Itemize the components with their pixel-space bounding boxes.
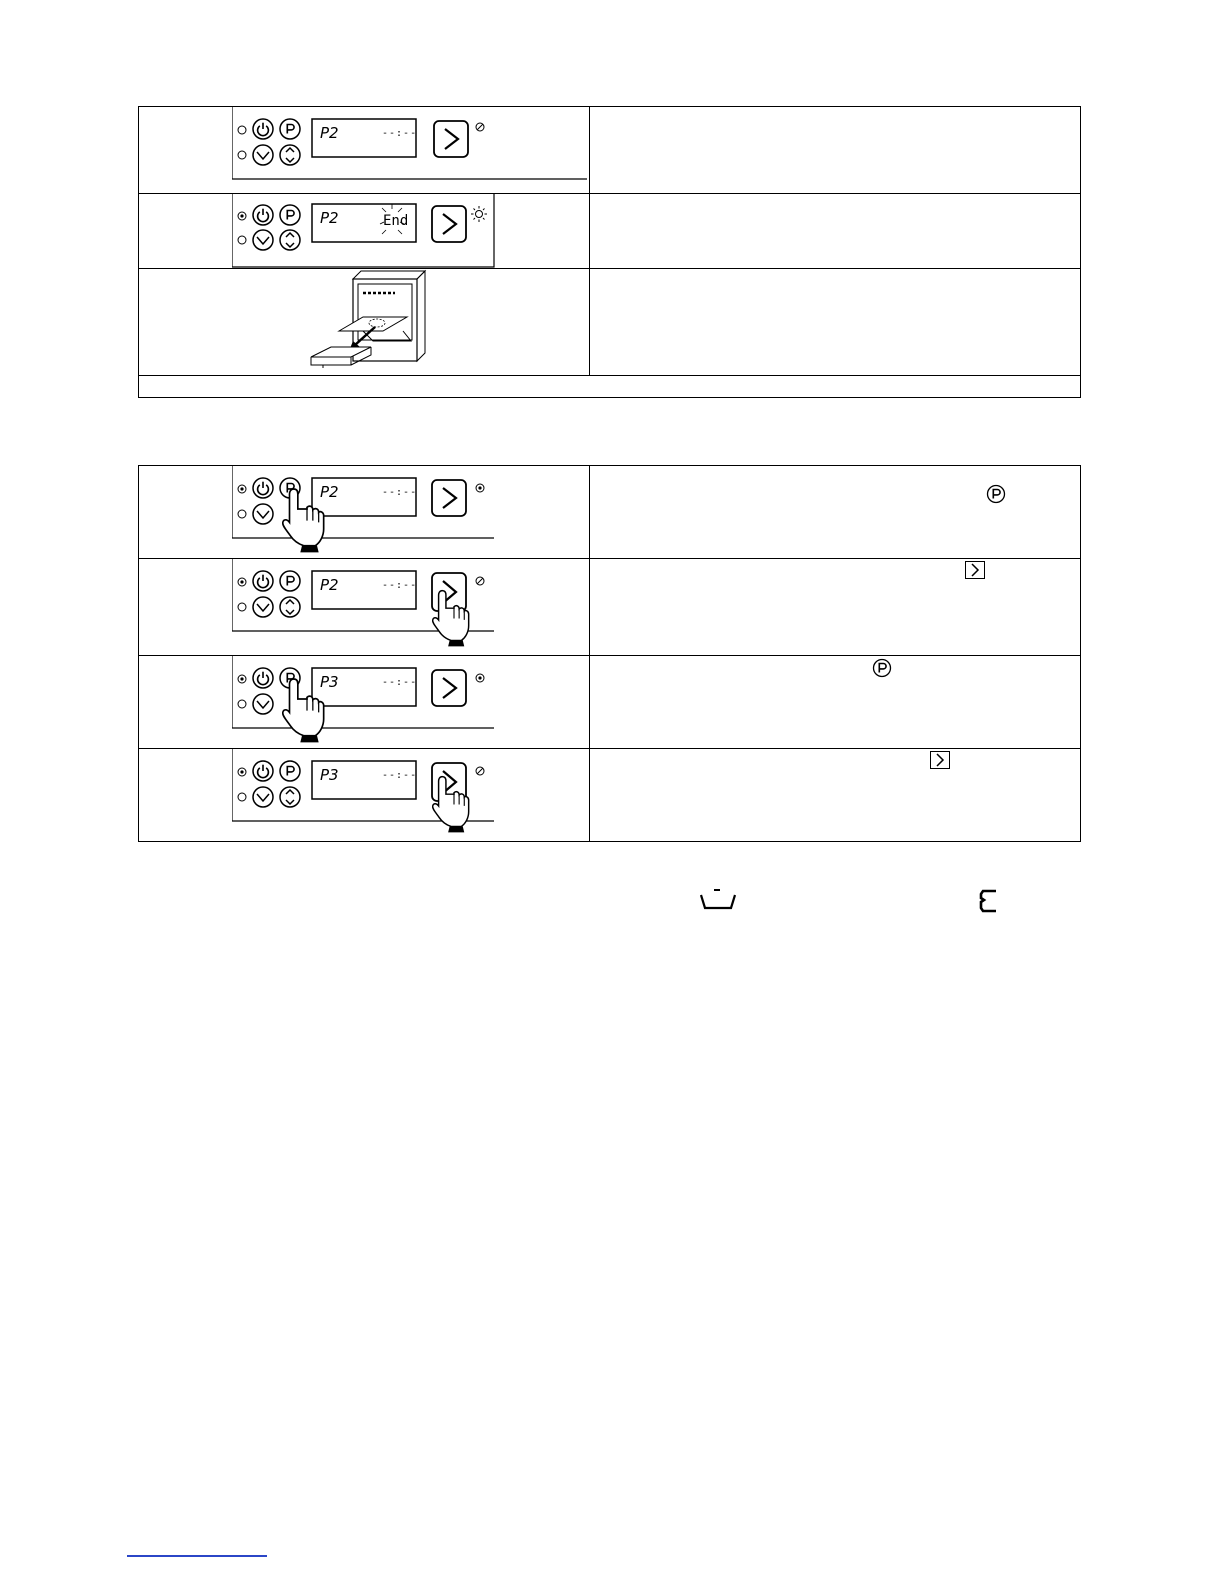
display-time: --:-- [382,677,418,688]
panel-image-cell [139,749,590,842]
power-icon [258,765,269,778]
control-panel-illustration [232,656,587,748]
table-row [139,749,1081,842]
panel-image-cell [139,466,590,559]
table-row [139,107,1081,194]
panel-image-cell [139,107,590,194]
description-cell [590,107,1081,194]
instruction-table-2 [138,465,1081,842]
drain-icon [253,694,273,714]
description-cell [590,656,1081,749]
panel-image-cell [139,656,590,749]
display-time: --:-- [382,770,418,781]
display-time: --:-- [382,128,418,139]
control-panel-illustration [232,194,587,268]
display-end-text: End [383,213,409,229]
program-icon [287,767,294,776]
display-program: P3 [320,766,339,784]
indicator-lamp-icon [238,603,246,611]
program-icon [287,577,294,586]
panel-image-cell [139,559,590,656]
drain-icon [253,504,273,524]
indicator-lamp-icon [238,151,246,159]
program-button-icon [986,484,1006,504]
power-icon [258,209,269,222]
table-row [139,376,1081,398]
description-cell [590,559,1081,656]
power-icon [258,672,269,685]
program-icon [287,211,294,220]
display-time: --:-- [382,487,418,498]
hand-pointer-icon [283,489,324,552]
panel-image-cell [139,194,590,269]
hand-pointer-icon [433,777,469,833]
table-row [139,269,1081,376]
drain-icon [253,787,273,807]
indicator-lamp-icon [238,700,246,708]
chevron-right-icon [443,214,456,234]
power-icon [258,482,269,495]
start-lamp-lit-icon [471,206,487,222]
indicator-lamp-icon [238,236,246,244]
chevron-right-icon [443,488,456,508]
table-row [139,559,1081,656]
indicator-lamp-icon [238,510,246,518]
start-button-icon [930,751,950,769]
chevron-right-icon [443,678,456,698]
table-row [139,466,1081,559]
dishwasher-illustration [303,269,463,375]
power-icon [258,575,269,588]
program-button-icon [872,658,892,678]
display-time: --:-- [382,580,418,591]
table-row [139,656,1081,749]
display-program: P3 [320,673,339,691]
start-button [432,206,466,242]
display-program: P2 [320,483,339,501]
power-icon [258,123,269,136]
footer-link-underline[interactable] [127,1555,267,1557]
indicator-lamp-icon [238,126,246,134]
table-row [139,194,1081,269]
drain-icon [253,230,273,250]
hand-pointer-icon [283,679,324,742]
program-icon [287,125,294,134]
control-panel-illustration [232,749,587,841]
chevron-right-icon [445,129,458,149]
description-cell [590,466,1081,559]
description-cell [590,194,1081,269]
display-program: P2 [320,576,339,594]
drain-icon [253,597,273,617]
instruction-table-1 [138,106,1081,398]
start-button [432,670,466,706]
start-button [434,121,468,157]
start-button-icon [965,561,985,579]
start-button [432,480,466,516]
hand-pointer-icon [433,591,469,647]
control-panel-illustration [232,466,587,558]
detergent-tray-icon [698,886,738,912]
drain-icon [253,145,273,165]
indicator-lamp-icon [238,793,246,801]
display-program: P2 [320,124,339,142]
start-button [432,573,466,611]
control-panel-illustration [232,559,587,655]
control-panel-illustration [232,107,587,193]
description-cell [590,269,1081,376]
note-cell [139,376,1081,398]
display-program: P2 [320,209,339,227]
rinse-aid-icon [978,888,1000,914]
illustration-cell [139,269,590,376]
description-cell [590,749,1081,842]
